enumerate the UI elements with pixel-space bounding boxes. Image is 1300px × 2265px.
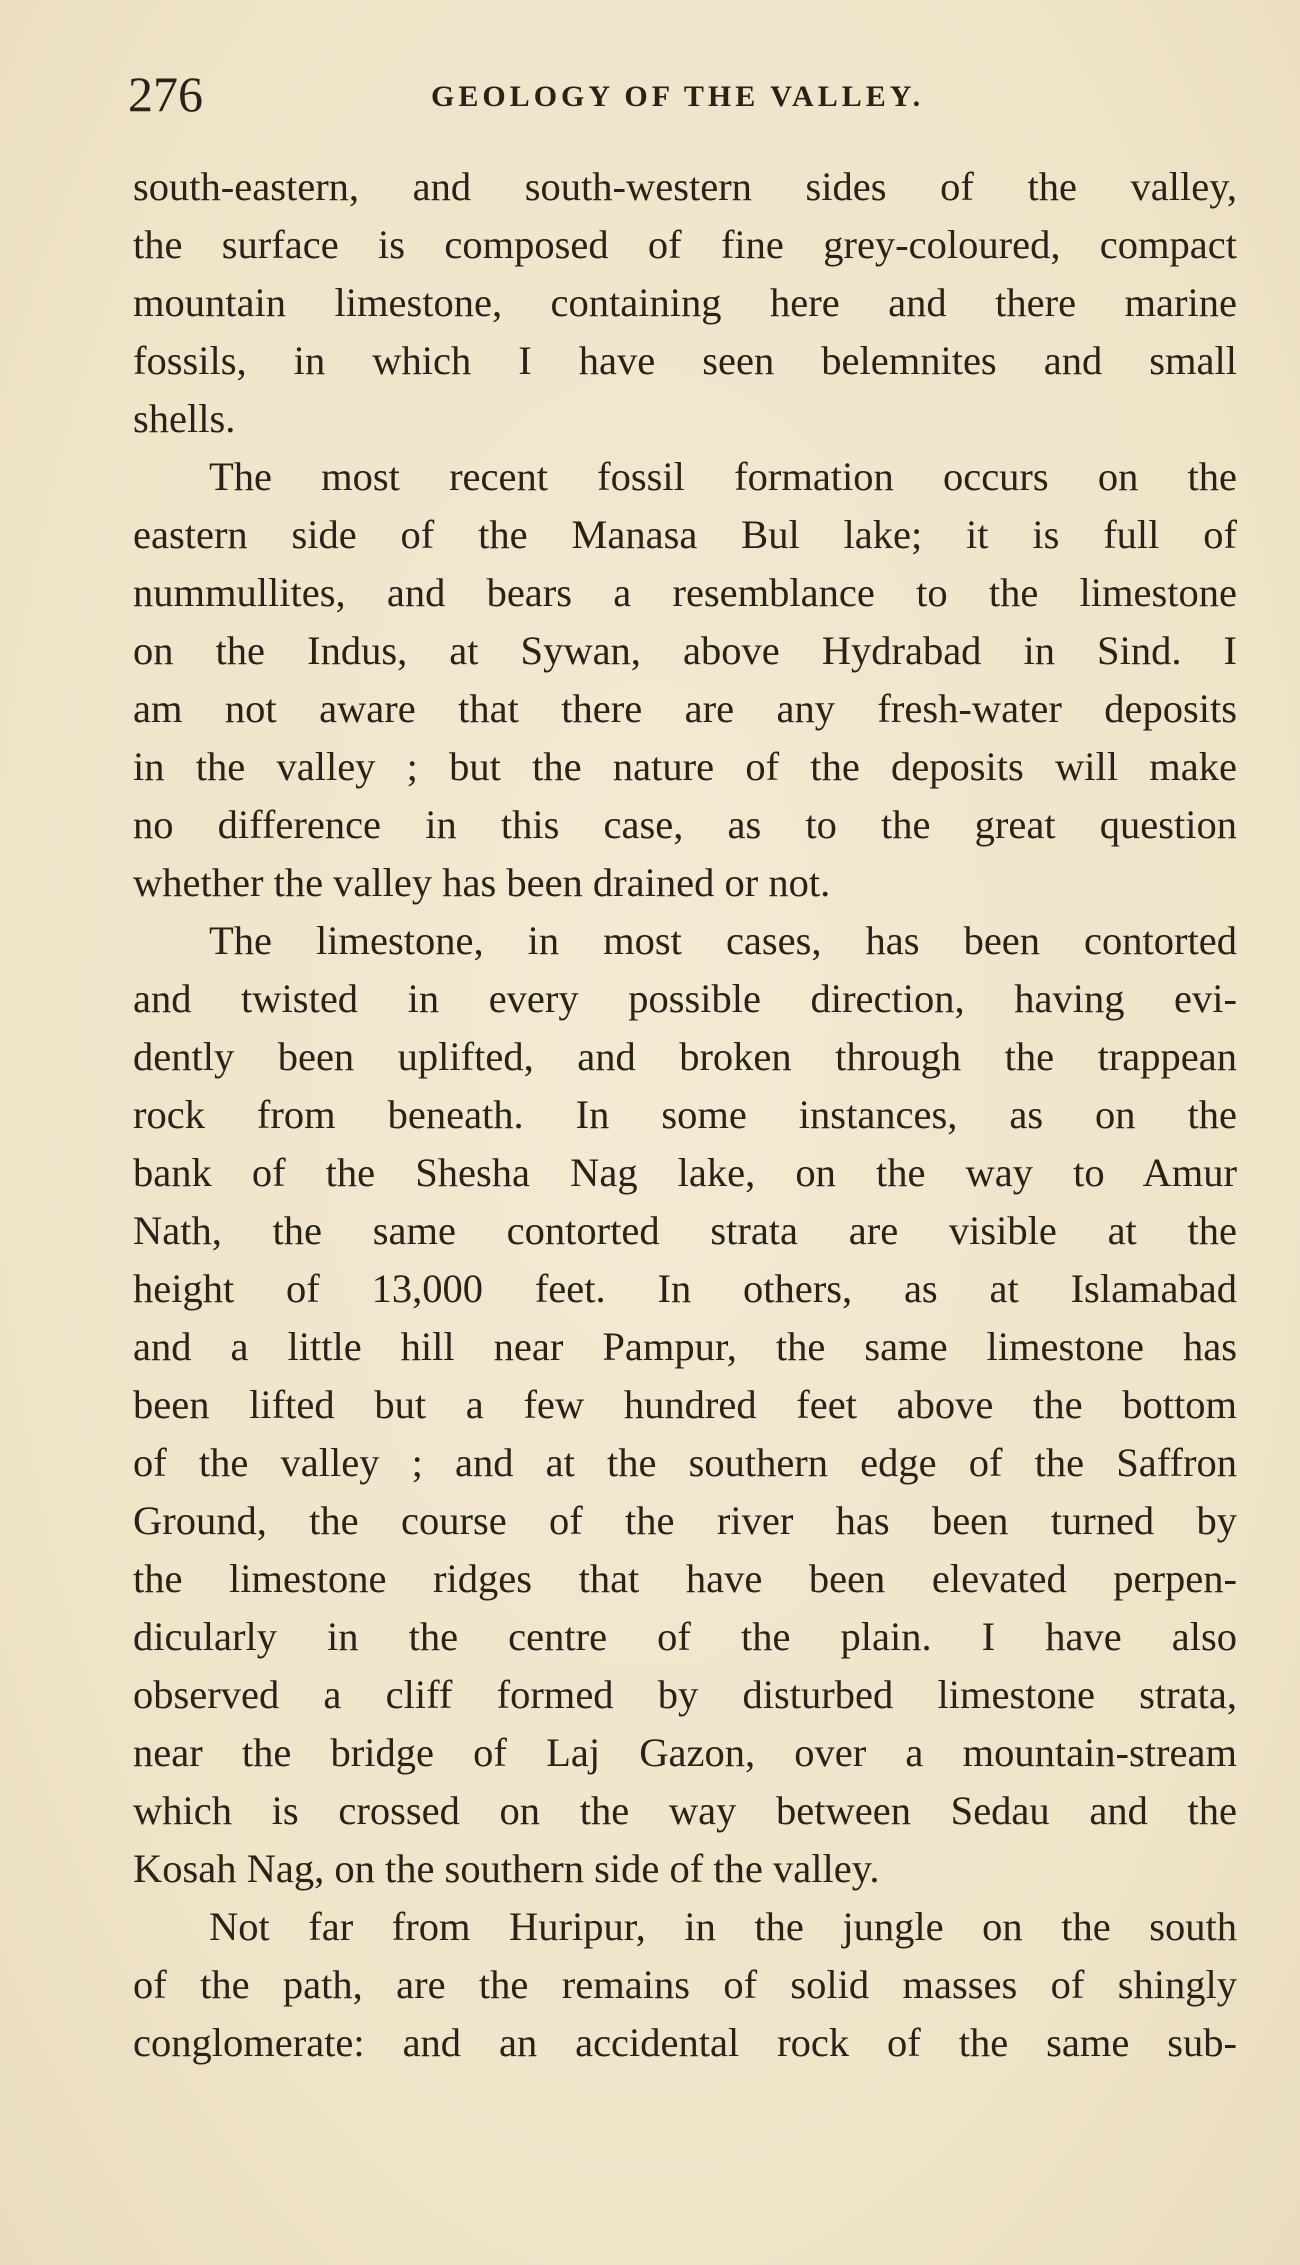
- text-line: The most recent fossil formation occurs on the: [209, 454, 1237, 499]
- text-line: no difference in this case, as to the great question: [133, 802, 1237, 847]
- text-line: and twisted in every possible direction, having evi-: [133, 976, 1237, 1021]
- text-line: shells.: [133, 396, 236, 441]
- text-line: bank of the Shesha Nag lake, on the way to Amur: [133, 1150, 1237, 1195]
- text-line: Nath, the same contorted strata are visible at the: [133, 1208, 1237, 1253]
- text-line: fossils, in which I have seen belemnites and small: [133, 338, 1237, 383]
- text-line: height of 13,000 feet. In others, as at Islamabad: [133, 1266, 1237, 1311]
- text-line: rock from beneath. In some instances, as on the: [133, 1092, 1237, 1137]
- text-line: eastern side of the Manasa Bul lake; it is full of: [133, 512, 1237, 557]
- text-line: near the bridge of Laj Gazon, over a mountain-stream: [133, 1730, 1237, 1775]
- text-line: which is crossed on the way between Sedau and the: [133, 1788, 1237, 1833]
- text-line: been lifted but a few hundred feet above the bottom: [133, 1382, 1237, 1427]
- text-line: the surface is composed of fine grey-coloured, compact: [133, 222, 1237, 267]
- text-line: of the valley ; and at the southern edge of the Saffron: [133, 1440, 1237, 1485]
- page-header: [128, 64, 1240, 124]
- text-line: whether the valley has been drained or not.: [133, 860, 831, 905]
- text-line: in the valley ; but the nature of the deposits will make: [133, 744, 1237, 789]
- text-line: dicularly in the centre of the plain. I have also: [133, 1614, 1237, 1659]
- text-line: mountain limestone, containing here and there marine: [133, 280, 1237, 325]
- page-number: 276: [128, 66, 203, 122]
- text-line: Kosah Nag, on the southern side of the valley.: [133, 1846, 880, 1891]
- text-line: and a little hill near Pampur, the same limestone has: [133, 1324, 1237, 1369]
- text-line: of the path, are the remains of solid masses of shingly: [133, 1962, 1237, 2007]
- text-line: south-eastern, and south-western sides of the valley,: [133, 164, 1237, 209]
- running-head: GEOLOGY OF THE VALLEY.: [431, 80, 925, 113]
- text-line: observed a cliff formed by disturbed limestone strata,: [133, 1672, 1237, 1717]
- text-line: The limestone, in most cases, has been contorted: [209, 918, 1237, 963]
- text-line: nummullites, and bears a resemblance to the limestone: [133, 570, 1237, 615]
- body-text: [133, 158, 1237, 2072]
- text-line: Not far from Huripur, in the jungle on the south: [209, 1904, 1237, 1949]
- text-line: Ground, the course of the river has been turned by: [133, 1498, 1237, 1543]
- text-line: on the Indus, at Sywan, above Hydrabad in Sind. I: [133, 628, 1237, 673]
- text-line: dently been uplifted, and broken through the trappean: [133, 1034, 1237, 1079]
- text-line: conglomerate: and an accidental rock of the same sub-: [133, 2020, 1237, 2065]
- text-line: the limestone ridges that have been elevated perpen-: [133, 1556, 1237, 1601]
- text-line: am not aware that there are any fresh-water deposits: [133, 686, 1237, 731]
